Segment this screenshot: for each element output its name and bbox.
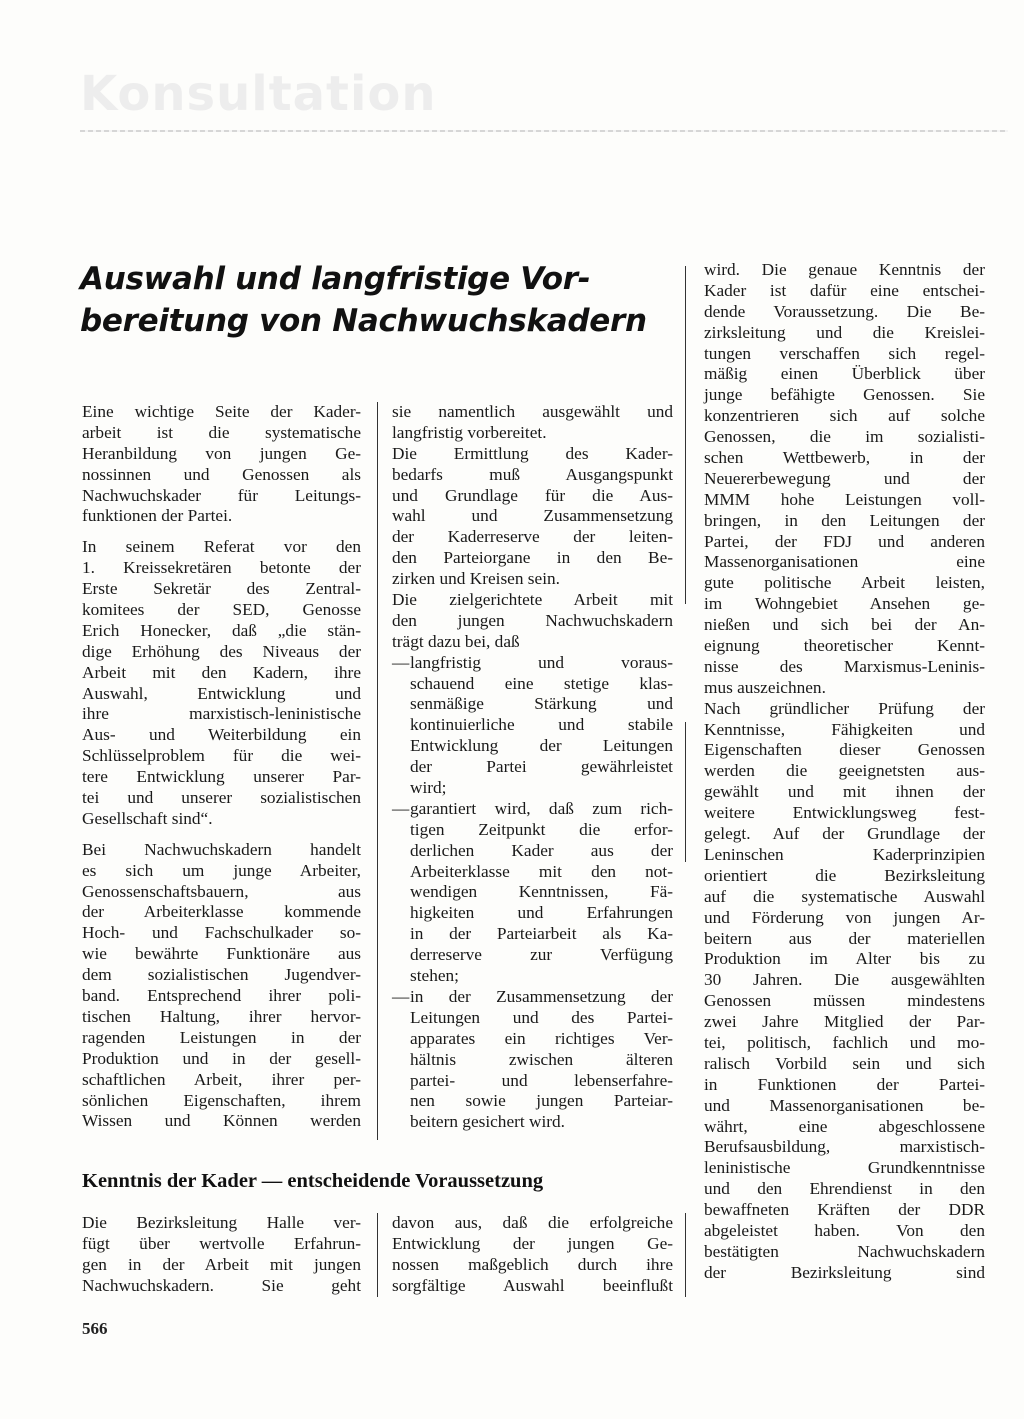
- text-line: nossinnen und Genossen als: [82, 464, 361, 484]
- column-2-lower-text: [392, 1213, 673, 1297]
- text-line: Bei Nachwuchskadern handelt: [82, 839, 361, 859]
- text-line: nießen und sich bei der An-: [704, 615, 985, 635]
- text-line: schaftlichen Arbeit, ihrer per-: [82, 1069, 361, 1089]
- text-line: Neuererbewegung und der: [704, 468, 985, 488]
- section-rule: [80, 130, 1008, 132]
- text-line: und Grundlage für die Aus-: [392, 485, 673, 505]
- text-line: zirken und Kreisen sein.: [392, 569, 560, 589]
- text-line: kontinuierliche und stabile: [410, 715, 673, 735]
- text-line: Kenntnisse, Fähigkeiten und: [704, 719, 985, 739]
- text-line: junge befähigte Genossen. Sie: [704, 385, 985, 405]
- text-line: und den Ehrendienst in den: [704, 1179, 985, 1199]
- text-line: tei und unserer sozialistischen: [82, 788, 361, 808]
- text-line: tigen Zeitpunkt die erfor-: [410, 819, 673, 839]
- text-line: gute politische Arbeit leisten,: [704, 573, 985, 593]
- article-headline: [80, 258, 675, 342]
- text-line: ihre marxistisch-leninistische: [82, 704, 361, 724]
- text-line: tungen verschaffen sich regel-: [704, 343, 985, 363]
- text-line: es sich um junge Arbeiter,: [82, 860, 361, 880]
- text-line: 1. Kreissekretären betonte der: [82, 558, 361, 578]
- text-line: Nachwuchskadern. Sie geht: [82, 1275, 361, 1295]
- text-line: derreserve zur Verfügung: [410, 945, 673, 965]
- text-line: Berufsausbildung, marxistisch-: [704, 1137, 985, 1157]
- headline-line: bereitung von Nachwuchskadern: [80, 303, 647, 339]
- text-line: higkeiten und Erfahrungen: [410, 903, 673, 923]
- text-line: Leitungen und des Partei-: [410, 1007, 673, 1027]
- text-line: wird;: [410, 778, 447, 798]
- column-divider: [377, 402, 378, 1140]
- text-line: leninistische Grundkenntnisse: [704, 1158, 985, 1178]
- text-line: Hoch- und Fachschulkader so-: [82, 923, 361, 943]
- column-divider: [377, 1213, 378, 1297]
- text-line: ralisch Vorbild sein und sich: [704, 1053, 985, 1073]
- text-line: sönlichen Eigenschaften, ihrem: [82, 1090, 361, 1110]
- text-line: zirksleitung und die Kreislei-: [704, 322, 985, 342]
- text-line: nossen maßgeblich durch ihre: [392, 1254, 673, 1274]
- headline-line: Auswahl und langfristige Vor-: [80, 261, 591, 297]
- column-divider: [685, 722, 686, 862]
- text-line: tere Entwicklung unserer Par-: [82, 767, 361, 787]
- column-divider: [685, 1213, 686, 1297]
- text-line: schen Wettbewerb, in der: [704, 448, 985, 468]
- text-line: in der Parteiarbeit als Ka-: [410, 924, 673, 944]
- text-line: abgeleistet haben. Von den: [704, 1220, 985, 1240]
- text-line: dige Erhöhung des Niveaus der: [82, 641, 361, 661]
- column-1-lower-text: [82, 1213, 361, 1297]
- text-line: Heranbildung von jungen Ge-: [82, 443, 361, 463]
- text-line: senmäßige Stärkung und: [410, 694, 673, 714]
- text-line: mus auszeichnen.: [704, 677, 826, 697]
- text-line: nen sowie jungen Parteiar-: [410, 1091, 673, 1111]
- text-line: Entwicklung der jungen Ge-: [392, 1233, 673, 1253]
- text-line: tischen Haltung, ihrer hervor-: [82, 1006, 361, 1026]
- text-line: sorgfältige Auswahl beeinflußt: [392, 1275, 673, 1295]
- text-line: Auswahl, Entwicklung und: [82, 683, 361, 703]
- text-line: im Wohngebiet Ansehen ge-: [704, 594, 985, 614]
- text-line: Kader ist dafür eine entschei-: [704, 280, 985, 300]
- section-header: [80, 66, 1008, 122]
- text-line: Die Bezirksleitung Halle ver-: [82, 1213, 361, 1232]
- text-line: dem sozialistischen Jugendver-: [82, 965, 361, 985]
- text-line: Erste Sekretär des Zentral-: [82, 579, 361, 599]
- text-line: gelegt. Auf der Grundlage der: [704, 824, 985, 844]
- section-title: Konsultation: [80, 66, 437, 122]
- text-line: mäßig einen Überblick über: [704, 364, 985, 384]
- text-line: Genossen müssen mindestens: [704, 991, 985, 1011]
- text-line: arbeit ist die systematische: [82, 422, 361, 442]
- text-line: Produktion im Alter bis zu: [704, 949, 985, 969]
- text-line: der Arbeiterklasse kommende: [82, 902, 361, 922]
- text-line: eignung theoretischer Kennt-: [704, 636, 985, 656]
- text-line: zwei Jahre Mitglied der Par-: [704, 1012, 985, 1032]
- column-divider: [685, 266, 686, 604]
- text-line: Arbeit mit den Kadern, ihre: [82, 662, 361, 682]
- text-line: auf die systematische Auswahl: [704, 886, 985, 906]
- column-1-text: [82, 402, 361, 1132]
- text-line: wendigen Kenntnissen, Fä-: [410, 882, 673, 902]
- text-line: Genossen, die im sozialisti-: [704, 427, 985, 447]
- text-line: Erich Honecker, daß „die stän-: [82, 620, 361, 640]
- text-line: bewaffneten Kräften der DDR: [704, 1200, 985, 1220]
- text-line: funktionen der Partei.: [82, 506, 233, 526]
- text-line: partei- und lebenserfahre-: [410, 1070, 673, 1090]
- text-line: sie namentlich ausgewählt und: [392, 402, 673, 421]
- text-line: Entwicklung der Leitungen: [410, 736, 673, 756]
- text-line: den Parteiorgane in den Be-: [392, 548, 673, 568]
- paragraph-gap: [82, 527, 361, 537]
- text-line: wird. Die genaue Kenntnis der: [704, 260, 985, 279]
- text-line: Arbeiterklasse mit den not-: [410, 861, 673, 881]
- text-line: Die Ermittlung des Kader-: [392, 443, 673, 463]
- text-line: Produktion und in der gesell-: [82, 1048, 361, 1068]
- text-line: Leninschen Kaderprinzipien: [704, 844, 985, 864]
- text-line: Nachwuchskader für Leitungs-: [82, 485, 361, 505]
- column-3-text: [704, 260, 985, 1284]
- text-line: — langfristig und voraus-: [392, 653, 673, 674]
- text-line: Partei, der FDJ und anderen: [704, 531, 985, 551]
- text-line: fügt über wertvolle Erfahrun-: [82, 1233, 361, 1253]
- text-line: apparates ein richtiges Ver-: [410, 1028, 673, 1048]
- text-line: der Partei gewährleistet: [410, 757, 673, 777]
- text-line: Schlüsselproblem für die wei-: [82, 746, 361, 766]
- text-line: der Kaderreserve der leiten-: [392, 527, 673, 547]
- text-line: ragenden Leistungen in der: [82, 1027, 361, 1047]
- text-line: bedarfs muß Ausgangspunkt: [392, 464, 673, 484]
- text-line: beitern gesichert wird.: [410, 1112, 565, 1132]
- text-line: tei, politisch, fachlich und mo-: [704, 1032, 985, 1052]
- text-line: bringen, in den Leitungen der: [704, 510, 985, 530]
- text-line: stehen;: [410, 966, 459, 986]
- text-line: davon aus, daß die erfolgreiche: [392, 1213, 673, 1232]
- text-line: Wissen und Können werden: [82, 1111, 361, 1131]
- text-line: den jungen Nachwuchskadern: [392, 610, 673, 630]
- text-line: schauend eine stetige klas-: [410, 673, 673, 693]
- text-line: In seinem Referat vor den: [82, 537, 361, 557]
- text-line: MMM hohe Leistungen voll-: [704, 489, 985, 509]
- page-number: 566: [82, 1319, 108, 1338]
- text-line: konzentrieren sich auf solche: [704, 406, 985, 426]
- text-line: und Förderung von jungen Ar-: [704, 907, 985, 927]
- text-line: Eine wichtige Seite der Kader-: [82, 402, 361, 421]
- section-subheading: Kenntnis der Kader — entscheidende Voraussetzung: [82, 1170, 544, 1192]
- text-line: band. Entsprechend ihrer poli-: [82, 986, 361, 1006]
- text-line: dende Voraussetzung. Die Be-: [704, 301, 985, 321]
- text-line: 30 Jahren. Die ausgewählten: [704, 970, 985, 990]
- text-line: gen in der Arbeit mit jungen: [82, 1254, 361, 1274]
- text-line: Gesellschaft sind“.: [82, 808, 213, 828]
- text-line: Massenorganisationen eine: [704, 552, 985, 572]
- text-line: wahl und Zusammensetzung: [392, 506, 673, 526]
- text-line: — garantiert wird, daß zum rich-: [392, 799, 673, 820]
- text-line: beitern aus der materiellen: [704, 928, 985, 948]
- text-line: — in der Zusammensetzung der: [392, 987, 673, 1008]
- text-line: trägt dazu bei, daß: [392, 631, 520, 651]
- text-line: der Bezirksleitung sind: [704, 1262, 985, 1282]
- text-line: und Massenorganisationen be-: [704, 1095, 985, 1115]
- text-line: orientiert die Bezirksleitung: [704, 865, 985, 885]
- text-line: wie bewährte Funktionäre aus: [82, 944, 361, 964]
- text-line: Eigenschaften dieser Genossen: [704, 740, 985, 760]
- text-line: Aus- und Weiterbildung ein: [82, 725, 361, 745]
- text-line: langfristig vorbereitet.: [392, 422, 547, 442]
- text-line: Nach gründlicher Prüfung der: [704, 698, 985, 718]
- text-line: bestätigten Nachwuchskadern: [704, 1241, 985, 1261]
- text-line: Die zielgerichtete Arbeit mit: [392, 590, 673, 610]
- text-line: gewählt und mit ihnen der: [704, 782, 985, 802]
- text-line: komitees der SED, Genosse: [82, 600, 361, 620]
- text-line: Genossenschaftsbauern, aus: [82, 881, 361, 901]
- text-line: weitere Entwicklungsweg fest-: [704, 803, 985, 823]
- text-line: währt, eine abgeschlossene: [704, 1116, 985, 1136]
- text-line: nisse des Marxismus-Leninis-: [704, 656, 985, 676]
- text-line: in Funktionen der Partei-: [704, 1074, 985, 1094]
- paragraph-gap: [82, 830, 361, 840]
- text-line: hältnis zwischen älteren: [410, 1049, 673, 1069]
- text-line: werden die geeignetsten aus-: [704, 761, 985, 781]
- column-2-text: [392, 402, 673, 1133]
- text-line: derlichen Kader aus der: [410, 840, 673, 860]
